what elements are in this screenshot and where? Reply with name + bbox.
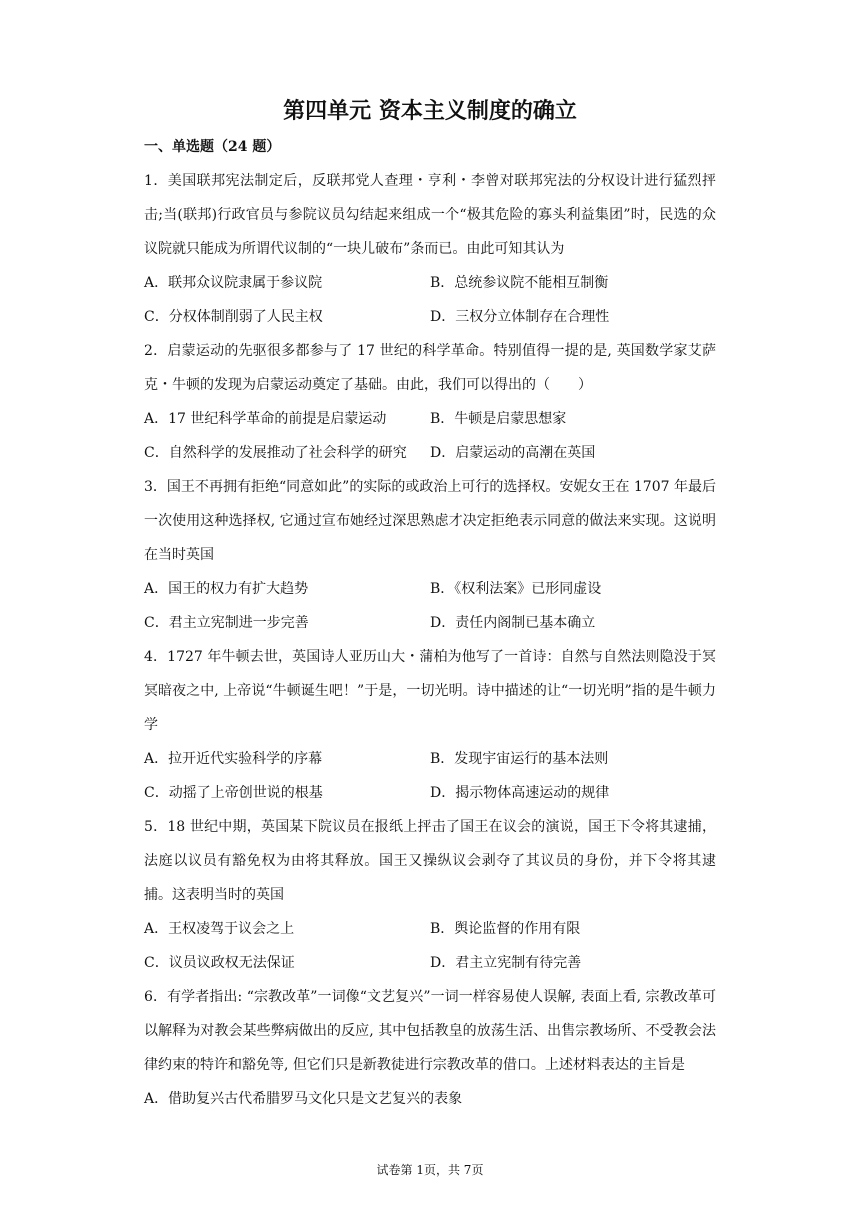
option-row: [144, 1082, 716, 1116]
question-2: [144, 334, 716, 470]
option-row: [144, 912, 716, 946]
question-stem: 6．有学者指出: “宗教改革”一词像“文艺复兴”一词一样容易使人误解, 表面上看, 宗教改革可以解释为对教会某些弊病做出的反应, 其中包括教皇的放荡生活、出售宗教场所、不受教会法律约束的特许和豁免等, 但它们只是新教徒进行宗教改革的借口。上述材料表达的主旨是: [144, 989, 716, 1073]
option-c: C．分权体制削弱了人民主权: [144, 309, 323, 325]
question-5: [144, 810, 716, 980]
page-footer: 试卷第 1页，共 7页: [376, 1163, 484, 1177]
option-d: D．启蒙运动的高潮在英国: [430, 445, 596, 461]
option-row: [144, 300, 716, 334]
option-b: B．牛顿是启蒙思想家: [430, 411, 567, 427]
option-a: A．国王的权力有扩大趋势: [144, 581, 309, 597]
option-row: [144, 946, 716, 980]
question-6: [144, 980, 716, 1116]
option-row: [144, 572, 716, 606]
option-row: [144, 436, 716, 470]
option-row: [144, 776, 716, 810]
question-stem: 4．1727 年牛顿去世，英国诗人亚历山大・蒲柏为他写了一首诗：自然与自然法则隐没于冥冥暗夜之中, 上帝说“牛顿诞生吧！”于是，一切光明。诗中描述的让“一切光明”指的是牛顿力学: [144, 649, 716, 733]
question-list: [144, 164, 716, 1116]
option-b: B．《权利法案》已形同虚设: [430, 581, 602, 597]
option-b: B．发现宇宙运行的基本法则: [430, 751, 609, 767]
question-3: [144, 470, 716, 640]
option-row: [144, 742, 716, 776]
question-stem: 3．国王不再拥有拒绝“同意如此”的实际的或政治上可行的选择权。安妮女王在 1707 年最后一次使用这种选择权, 它通过宣布她经过深思熟虑才决定拒绝表示同意的做法来实现。这说明在当时英国: [144, 479, 716, 563]
option-b: B．舆论监督的作用有限: [430, 921, 581, 937]
option-row: [144, 266, 716, 300]
option-c: C．议员议政权无法保证: [144, 955, 295, 971]
option-a: A．17 世纪科学革命的前提是启蒙运动: [144, 411, 387, 427]
question-stem: 2．启蒙运动的先驱很多都参与了 17 世纪的科学革命。特别值得一提的是, 英国数学家艾萨克・牛顿的发现为启蒙运动奠定了基础。由此，我们可以得出的（ ）: [144, 343, 716, 393]
option-a: A．借助复兴古代希腊罗马文化只是文艺复兴的表象: [144, 1091, 463, 1107]
option-row: [144, 402, 716, 436]
option-row: [144, 606, 716, 640]
option-a: A．王权凌驾于议会之上: [144, 921, 295, 937]
option-b: B．总统参议院不能相互制衡: [430, 275, 609, 291]
question-1: [144, 164, 716, 334]
option-c: C．君主立宪制进一步完善: [144, 615, 309, 631]
option-a: A．拉开近代实验科学的序幕: [144, 751, 323, 767]
question-4: [144, 640, 716, 810]
question-stem: 1．美国联邦宪法制定后，反联邦党人查理・亨利・李曾对联邦宪法的分权设计进行猛烈抨击;当(联邦)行政官员与参院议员勾结起来组成一个“极其危险的寡头利益集团”时，民选的众议院就只能成为所谓代议制的“一块儿破布”条而已。由此可知其认为: [144, 173, 716, 257]
option-d: D．君主立宪制有待完善: [430, 955, 582, 971]
option-a: A．联邦众议院隶属于参议院: [144, 275, 323, 291]
option-c: C．动摇了上帝创世说的根基: [144, 785, 323, 801]
page-title: 第四单元 资本主义制度的确立: [283, 98, 577, 124]
option-d: D．揭示物体高速运动的规律: [430, 785, 610, 801]
question-stem: 5．18 世纪中期，英国某下院议员在报纸上抨击了国王在议会的演说，国王下令将其逮捕，法庭以议员有豁免权为由将其释放。国王又操纵议会剥夺了其议员的身份，并下令将其逮捕。这表明当时的英国: [144, 819, 716, 903]
option-d: D．三权分立体制存在合理性: [430, 309, 610, 325]
option-c: C．自然科学的发展推动了社会科学的研究: [144, 445, 407, 461]
option-d: D．责任内阁制已基本确立: [430, 615, 596, 631]
section-heading: 一、单选题（24 题）: [144, 139, 281, 155]
